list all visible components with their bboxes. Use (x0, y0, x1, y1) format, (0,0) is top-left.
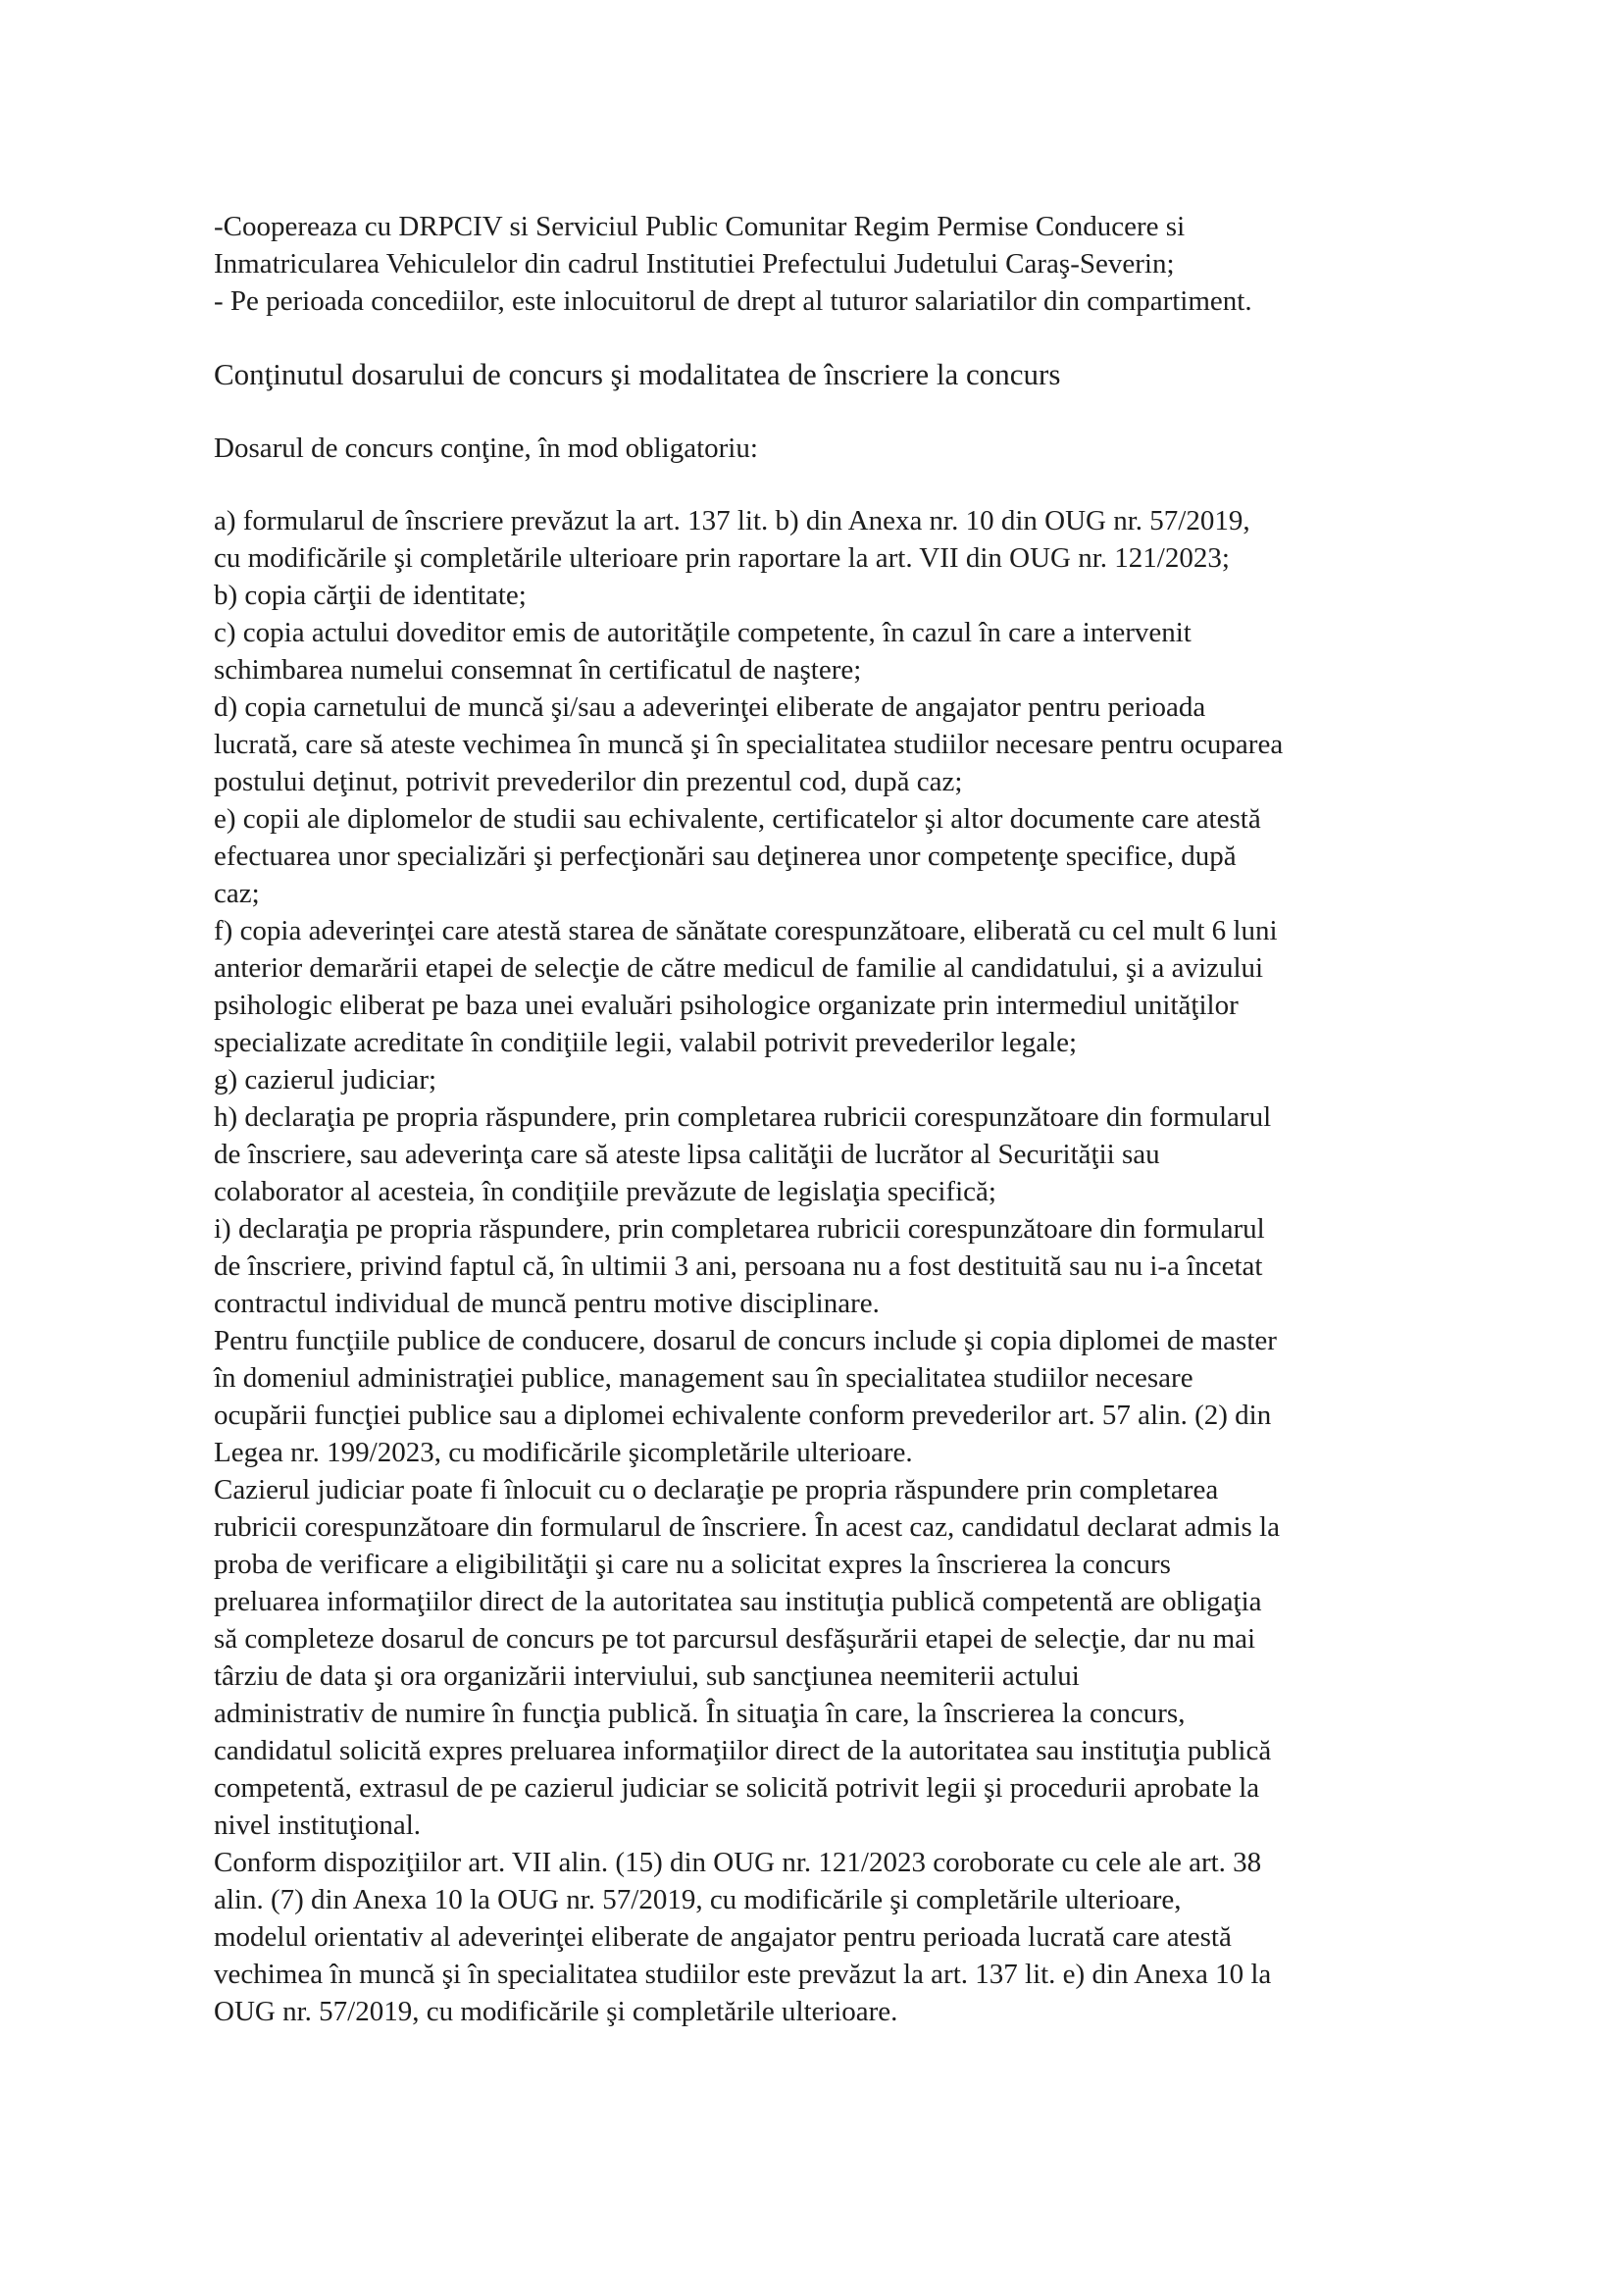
list-item-line: efectuarea unor specializări şi perfecţionări sau deţinerea unor competenţe specifice, după (214, 841, 1237, 872)
list-item-line: a) formularul de înscriere prevăzut la art. 137 lit. b) din Anexa nr. 10 din OUG nr. 57/2019, (214, 505, 1250, 536)
conform-paragraph (214, 1844, 1430, 2030)
text-line: OUG nr. 57/2019, cu modificările şi completările ulterioare. (214, 1996, 898, 2027)
text-line: Pentru funcţiile publice de conducere, dosarul de concurs include şi copia diplomei de master (214, 1325, 1277, 1356)
text-line: preluarea informaţiilor direct de la autoritatea sau instituţia publică competentă are obligaţia (214, 1586, 1262, 1617)
list-item-line: h) declaraţia pe propria răspundere, prin completarea rubricii corespunzătoare din formularul (214, 1101, 1272, 1133)
text-line: - Pe perioada concediilor, este inlocuitorul de drept al tuturor salariatilor din compartiment. (214, 285, 1252, 317)
list-item-line: anterior demarării etapei de selecţie de către medicul de familie al candidatului, şi a avizului (214, 952, 1264, 984)
text-line: Legea nr. 199/2023, cu modificările şicompletările ulterioare. (214, 1437, 913, 1468)
text-line: rubricii corespunzătoare din formularul de înscriere. În acest caz, candidatul declarat admis la (214, 1511, 1280, 1543)
intro-paragraph (214, 208, 1430, 320)
list-item-line: de înscriere, privind faptul că, în ultimii 3 ani, persoana nu a fost destituită sau nu i-a încetat (214, 1250, 1263, 1282)
list-item-line: cu modificările şi completările ulterioare prin raportare la art. VII din OUG nr. 121/2023; (214, 542, 1230, 574)
list-item-line: e) copii ale diplomelor de studii sau echivalente, certificatelor şi altor documente care atestă (214, 803, 1261, 835)
list-item-line: g) cazierul judiciar; (214, 1064, 437, 1096)
text-line: competentă, extrasul de pe cazierul judiciar se solicită potrivit legii şi procedurii aprobate la (214, 1772, 1260, 1804)
requirements-list (214, 502, 1430, 1322)
text-line: alin. (7) din Anexa 10 la OUG nr. 57/2019, cu modificările şi completările ulterioare, (214, 1884, 1182, 1915)
subheading-paragraph (214, 430, 1430, 467)
list-item-line: schimbarea numelui consemnat în certificatul de naştere; (214, 654, 862, 686)
list-item-line: f) copia adeverinţei care atestă starea de sănătate corespunzătoare, eliberată cu cel mult 6 luni (214, 915, 1278, 946)
list-item-line: contractul individual de muncă pentru motive disciplinare. (214, 1288, 880, 1319)
text-line: Conform dispoziţiilor art. VII alin. (15) din OUG nr. 121/2023 coroborate cu cele ale art. 38 (214, 1847, 1262, 1878)
document-page (214, 208, 1430, 2030)
cazier-paragraph (214, 1471, 1430, 1844)
list-item-line: d) copia carnetului de muncă şi/sau a adeverinţei eliberate de angajator pentru perioada (214, 691, 1206, 723)
heading-text: Conţinutul dosarului de concurs şi modalitatea de înscriere la concurs (214, 357, 1061, 391)
text-line: -Coopereaza cu DRPCIV si Serviciul Public Comunitar Regim Permise Conducere si (214, 211, 1186, 242)
text-line: modelul orientativ al adeverinţei eliberate de angajator pentru perioada lucrată care atestă (214, 1921, 1232, 1953)
text-line: Cazierul judiciar poate fi înlocuit cu o declaraţie pe propria răspundere prin completarea (214, 1474, 1219, 1505)
list-item-line: caz; (214, 878, 260, 909)
text-line: vechimea în muncă şi în specialitatea studiilor este prevăzut la art. 137 lit. e) din Anexa 10 la (214, 1959, 1272, 1990)
text-line: nivel instituţional. (214, 1810, 422, 1841)
list-item-line: colaborator al acesteia, în condiţiile prevăzute de legislaţia specifică; (214, 1176, 996, 1207)
list-item-line: postului deţinut, potrivit prevederilor din prezentul cod, după caz; (214, 766, 963, 797)
text-line: în domeniul administraţiei publice, management sau în specialitatea studiilor necesare (214, 1362, 1193, 1394)
text-line: administrativ de numire în funcţia publică. În situaţia în care, la înscrierea la concurs, (214, 1698, 1186, 1729)
conducere-paragraph (214, 1322, 1430, 1471)
list-item-line: b) copia cărţii de identitate; (214, 580, 527, 611)
list-item-line: c) copia actului doveditor emis de autorităţile competente, în cazul în care a intervenit (214, 617, 1192, 648)
text-line: Inmatricularea Vehiculelor din cadrul Institutiei Prefectului Judetului Caraş-Severin; (214, 248, 1175, 280)
text-line: proba de verificare a eligibilităţii şi care nu a solicitat expres la înscrierea la concurs (214, 1549, 1171, 1580)
list-item-line: de înscriere, sau adeverinţa care să ateste lipsa calităţii de lucrător al Securităţii sau (214, 1139, 1160, 1170)
list-item-line: i) declaraţia pe propria răspundere, prin completarea rubricii corespunzătoare din formularul (214, 1213, 1265, 1245)
list-item-line: specializate acreditate în condiţiile legii, valabil potrivit prevederilor legale; (214, 1027, 1078, 1058)
text-line: târziu de data şi ora organizării interviului, sub sancţiunea neemiterii actului (214, 1660, 1080, 1692)
text-line: candidatul solicită expres preluarea informaţiilor direct de la autoritatea sau instituţia publică (214, 1735, 1272, 1766)
text-line: ocupării funcţiei publice sau a diplomei echivalente conform prevederilor art. 57 alin. (2) din (214, 1400, 1272, 1431)
subheading-text: Dosarul de concurs conţine, în mod obligatoriu: (214, 433, 758, 464)
section-heading (214, 355, 1430, 394)
list-item-line: psihologic eliberat pe baza unei evaluări psihologice organizate prin intermediul unităţilor (214, 990, 1239, 1021)
list-item-line: lucrată, care să ateste vechimea în muncă şi în specialitatea studiilor necesare pentru ocuparea (214, 729, 1284, 760)
text-line: să completeze dosarul de concurs pe tot parcursul desfăşurării etapei de selecţie, dar nu mai (214, 1623, 1256, 1655)
